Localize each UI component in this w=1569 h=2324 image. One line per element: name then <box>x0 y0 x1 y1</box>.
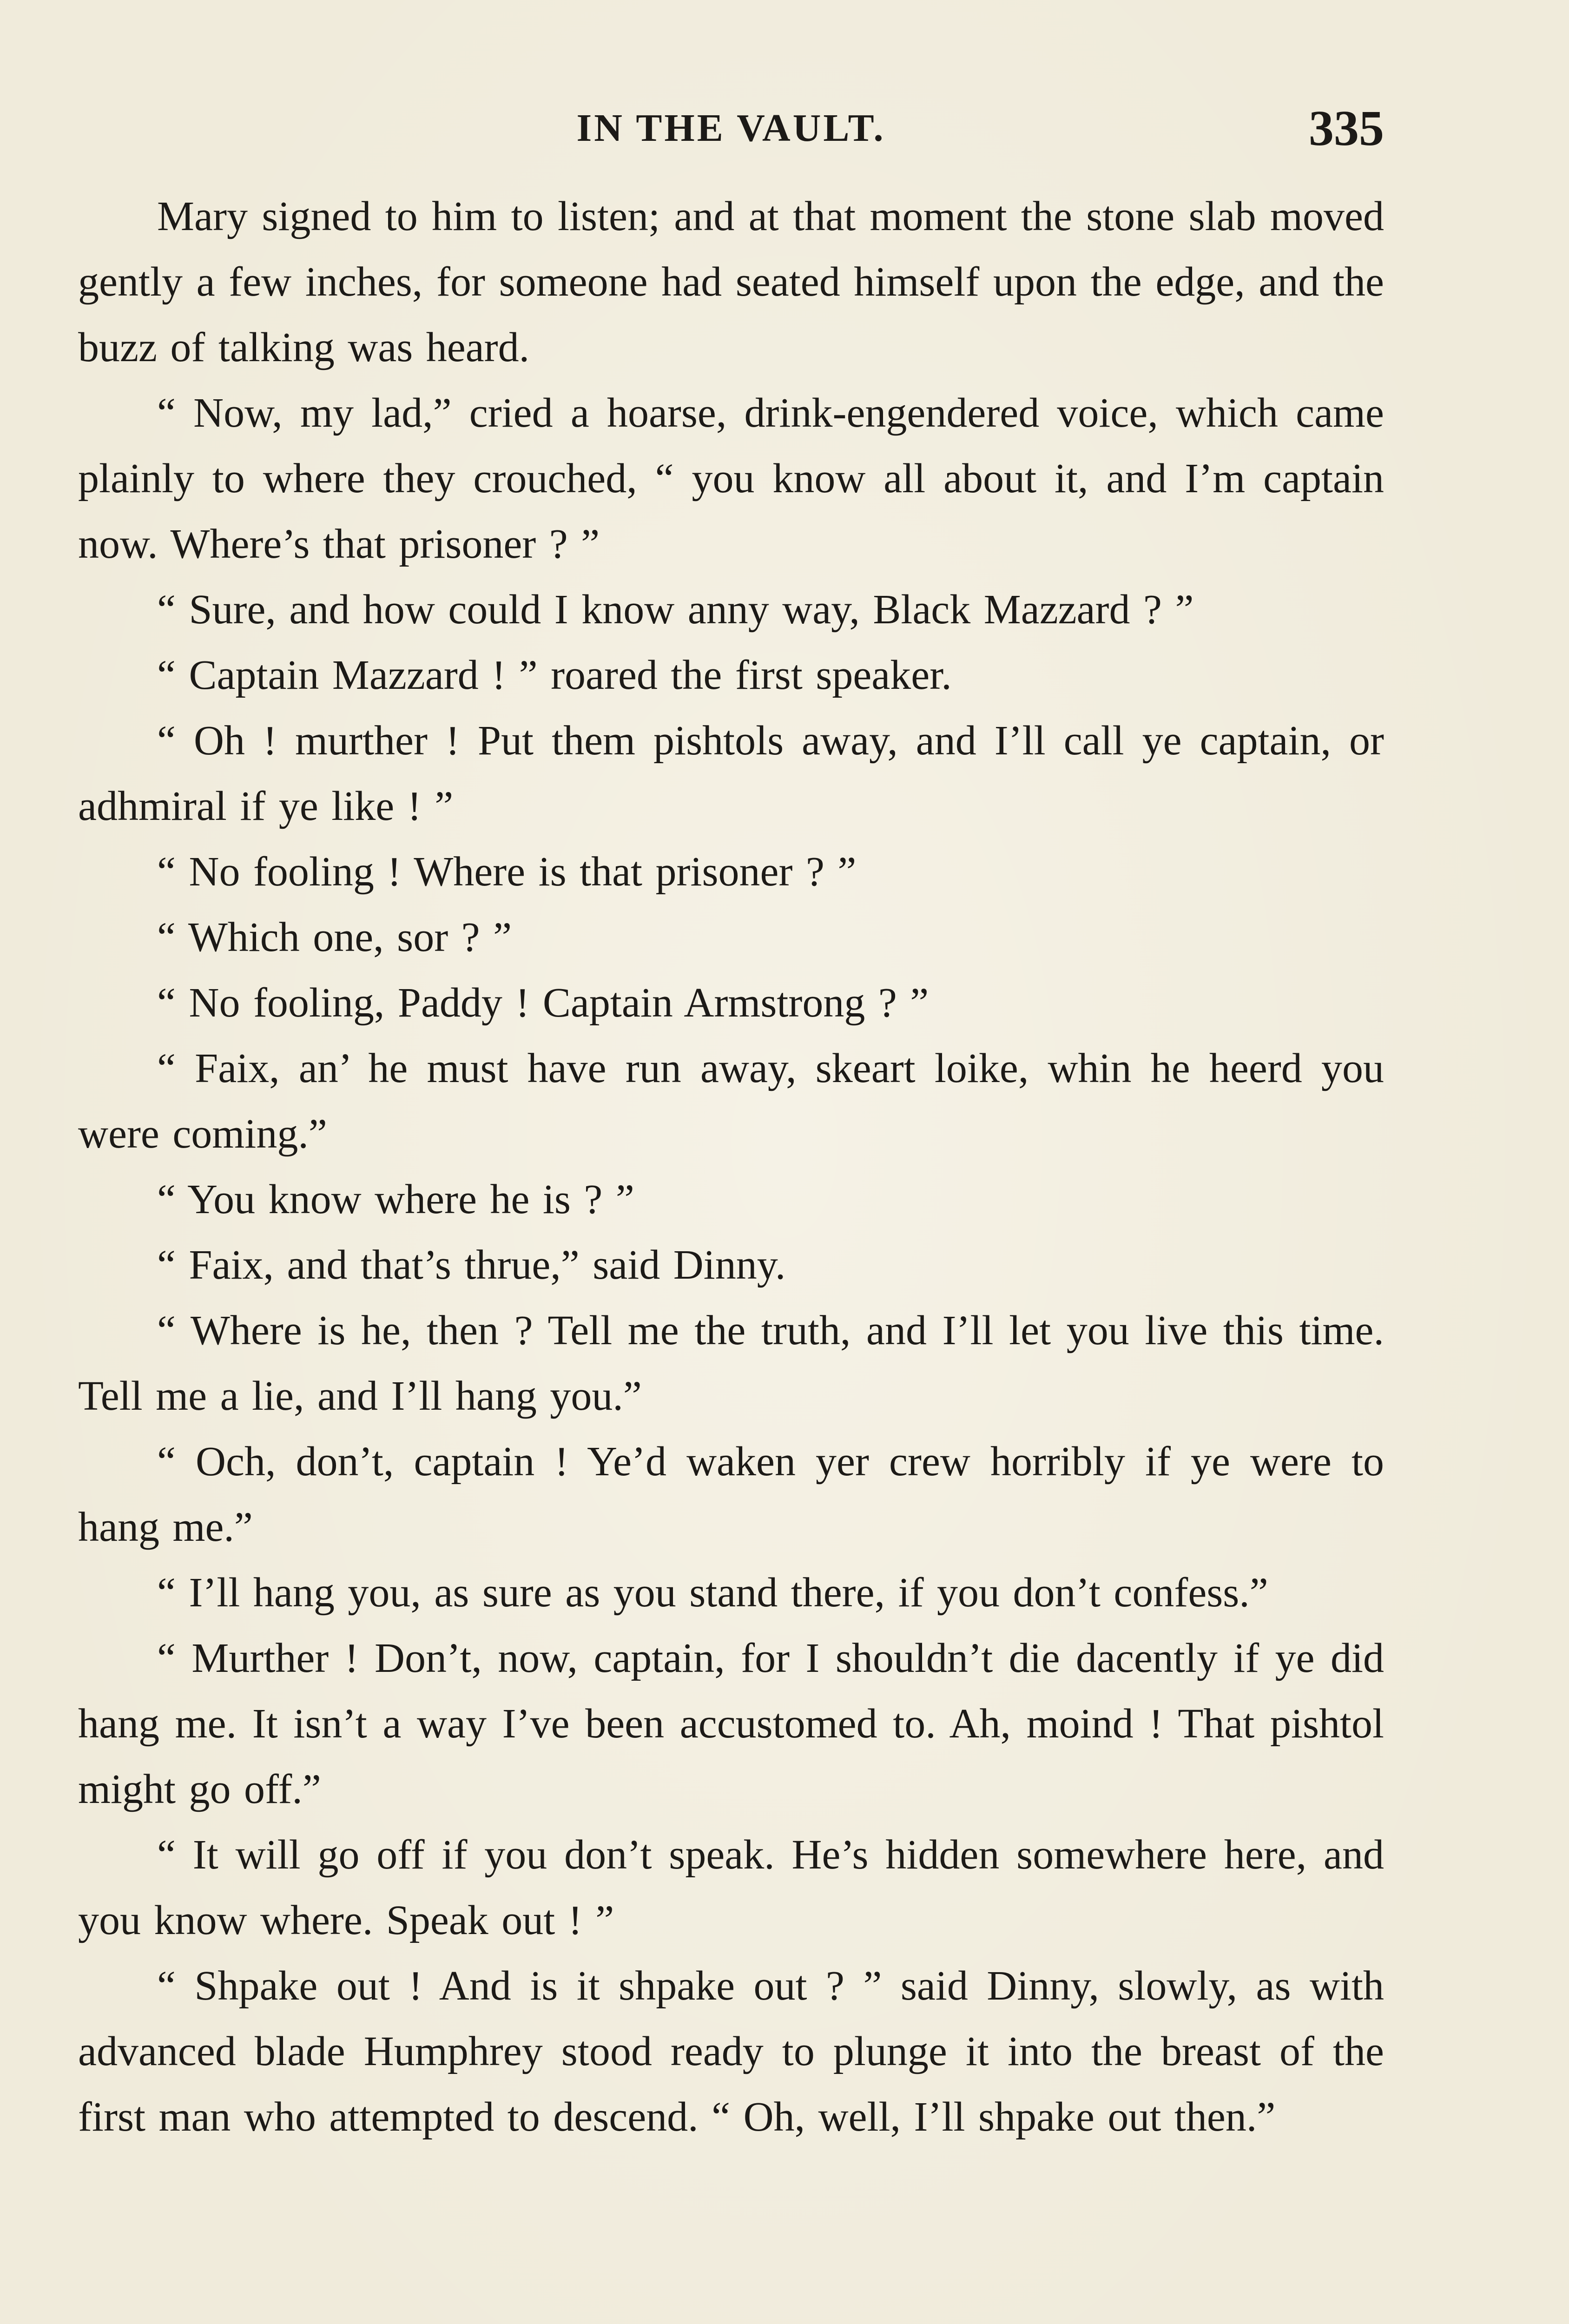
paragraph: Mary signed to him to listen; and at that moment the stone slab moved gently a few inches, for someone had seated himself upon the edge, and the buzz of talking was heard. <box>78 193 1384 370</box>
running-head <box>78 100 1384 165</box>
paragraph: “ Which one, sor ? ” <box>157 914 512 960</box>
page-number: 335 <box>1309 101 1384 156</box>
paragraph: “ Och, don’t, captain ! Ye’d waken yer crew horribly if ye were to hang me.” <box>78 1439 1384 1550</box>
running-title: IN THE VAULT. <box>576 106 886 150</box>
paragraph: “ Shpake out ! And is it shpake out ? ” said Dinny, slowly, as with advanced blade Humphrey stood ready to plunge it into the breast of the first man who attempted to descend. “ Oh, well, I’ll shpake out then.” <box>78 1963 1384 2140</box>
paragraph: “ Where is he, then ? Tell me the truth, and I’ll let you live this time. Tell me a lie, and I’ll hang you.” <box>78 1307 1384 1419</box>
paragraph: “ No fooling ! Where is that prisoner ? ” <box>157 849 857 895</box>
paragraph: “ You know where he is ? ” <box>157 1176 634 1222</box>
paragraph: “ Faix, an’ he must have run away, skeart loike, whin he heerd you were coming.” <box>78 1045 1384 1157</box>
paragraph: “ No fooling, Paddy ! Captain Armstrong ? ” <box>157 980 929 1026</box>
paragraph: “ Captain Mazzard ! ” roared the first speaker. <box>157 652 952 698</box>
body-text <box>78 184 1384 2150</box>
paragraph: “ Oh ! murther ! Put them pishtols away, and I’ll call ye captain, or adhmiral if ye like ! ” <box>78 718 1384 829</box>
paragraph: “ Faix, and that’s thrue,” said Dinny. <box>157 1242 786 1288</box>
paragraph: “ Sure, and how could I know anny way, Black Mazzard ? ” <box>157 587 1194 633</box>
paragraph: “ I’ll hang you, as sure as you stand there, if you don’t confess.” <box>157 1570 1268 1616</box>
paragraph: “ It will go off if you don’t speak. He’s hidden somewhere here, and you know where. Speak out ! ” <box>78 1832 1384 1943</box>
paragraph: “ Murther ! Don’t, now, captain, for I shouldn’t die dacently if ye did hang me. It isn’t a way I’ve been accustomed to. Ah, moind ! That pishtol might go off.” <box>78 1635 1384 1812</box>
paragraph: “ Now, my lad,” cried a hoarse, drink-engendered voice, which came plainly to where they crouched, “ you know all about it, and I’m captain now. Where’s that prisoner ? ” <box>78 390 1384 567</box>
